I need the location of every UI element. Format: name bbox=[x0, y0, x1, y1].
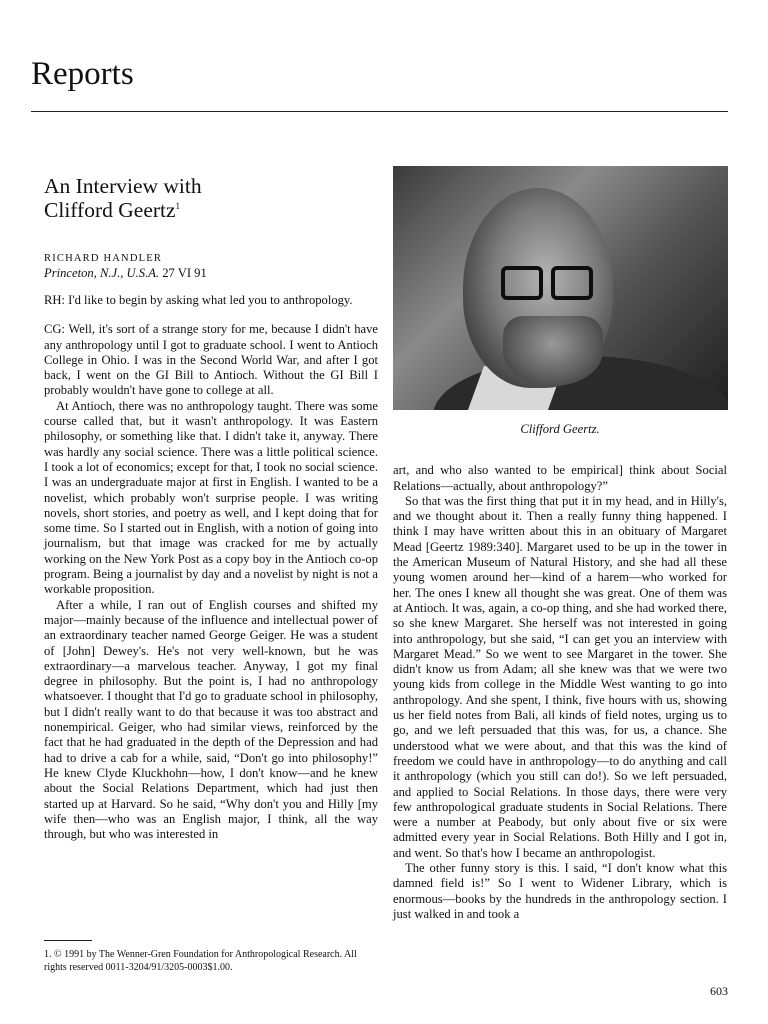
photo-glasses-left bbox=[501, 266, 543, 300]
article-title-line1: An Interview with bbox=[44, 174, 202, 198]
left-column bbox=[44, 170, 378, 842]
article-title-line2: Clifford Geertz bbox=[44, 198, 176, 222]
body-paragraph: art, and who also wanted to be empirical] think about Social Relations—actually, about anthropology?” bbox=[393, 463, 727, 493]
footnote-rule bbox=[44, 940, 92, 941]
body-paragraph: The other funny story is this. I said, “I don't know what this damned field is!” So I went to Widener Library, which is enormous—books by the hundreds in the anthropology section. I just walked in and took a bbox=[393, 861, 727, 921]
portrait-photo bbox=[393, 166, 728, 410]
footnote-marker: 1 bbox=[175, 200, 181, 211]
page-number: 603 bbox=[710, 984, 728, 998]
photo-caption: Clifford Geertz. bbox=[520, 422, 600, 436]
article-title bbox=[44, 174, 378, 222]
photo-glasses-right bbox=[551, 266, 593, 300]
author-name: RICHARD HANDLER bbox=[44, 253, 163, 264]
header-rule bbox=[31, 111, 728, 112]
author-place: Princeton, N.J., U.S.A. bbox=[44, 266, 160, 280]
photo-beard-shape bbox=[503, 316, 603, 386]
body-paragraph: CG: Well, it's sort of a strange story for me, because I didn't have any anthropology until I got to graduate school. I went to Antioch College in Ohio. I was in the Second World War, and after I got back, I went on the GI Bill to Antioch. Without the GI Bill I probably wouldn't have gone to college at all. bbox=[44, 322, 378, 398]
section-title: Reports bbox=[31, 56, 134, 92]
right-column bbox=[393, 166, 727, 922]
footnote: 1. © 1991 by The Wenner-Gren Foundation for Anthropological Research. All rights reserved 0011-3204/91/3205-0003$1.00. bbox=[44, 949, 357, 973]
question-paragraph: RH: I'd like to begin by asking what led you to anthropology. bbox=[44, 293, 353, 307]
interview-date: 27 VI 91 bbox=[162, 266, 207, 280]
body-paragraph: At Antioch, there was no anthropology taught. There was some course called that, but it wasn't anthropology. It was Eastern philosophy, or something like that. I didn't take it, anyway. There was hardly any social science. There was a little political science. I took a lot of economics; except for that, I took no social science. I was an undergraduate major at first in English. I wanted to be a novelist, which probably won't surprise people. I was writing novels, short stories, and poetry as well, and I kept doing that for some time. So I started out in English, with a notion of going into journalism, but that image was cracked for me by actually working on the New York Post as a copy boy in the Antioch co-op program. Being a journalist by day and a novelist by night is not a workable proposition. bbox=[44, 398, 378, 597]
body-paragraph: So that was the first thing that put it in my head, and in Hilly's, and we thought about it. Then a really funny thing happened. I think I may have written about this in an obituary of Margaret Mead [Geertz 1989:340]. Margaret used to be up in the tower in the American Museum of Natural History, and she had all these young women around her—kind of a harem—who worked for her. The ones I knew all thought she was great. One of them was at Antioch. It was, again, a co-op thing, and she had worked there, so she knew Margaret. She herself was not interested in going into anthropology, but she said, “I can get you an interview with Margaret Mead.” So we went to see Margaret in the tower. She didn't know us from Adam; all she knew was that we were two young kids from college in the Middle West wanting to go into anthropology. And she spent, I think, five hours with us, showing us her field notes from Bali, all kinds of field notes, urging us to go, and we left persuaded that this was, for us, a chance. She understood what we were about, and that this was the kind of freedom we could have in anthropology—to do anything and call it anthropology (which you still can do!). So we left persuaded, and applied to Social Relations. In those days, there were very few anthropological graduate students in Social Relations. There were a number at Peabody, but only about five or six were admitted every year in Social Relations. Both Hilly and I got in, and went. So that's how I became an anthropologist. bbox=[393, 493, 727, 860]
author-affiliation bbox=[44, 266, 378, 281]
body-paragraph: After a while, I ran out of English courses and shifted my major—mainly because of the influence and intellectual power of an extraordinary teacher named George Geiger. He was a student of [John] Dewey's. He's not very well-known, but he was extraordinary—a marvelous teacher. Anyway, I got my final degree in philosophy. But the point is, I had no anthropology whatsoever. I thought that I'd go to graduate school in philosophy, but I didn't really want to do that because it was too abstract and nonempirical. Geiger, who had similar views, reinforced by the fact that he had graduated in the depth of the Depression and had had to drive a cab for a while, said, “Don't go into philosophy!” He knew Clyde Kluckhohn—how, I don't know—and he knew about the Social Relations Department, which had just then started up at Harvard. So he said, “Why don't you and Hilly [my wife then—who was an English major, I think, all the way through, but who was interested in bbox=[44, 597, 378, 842]
